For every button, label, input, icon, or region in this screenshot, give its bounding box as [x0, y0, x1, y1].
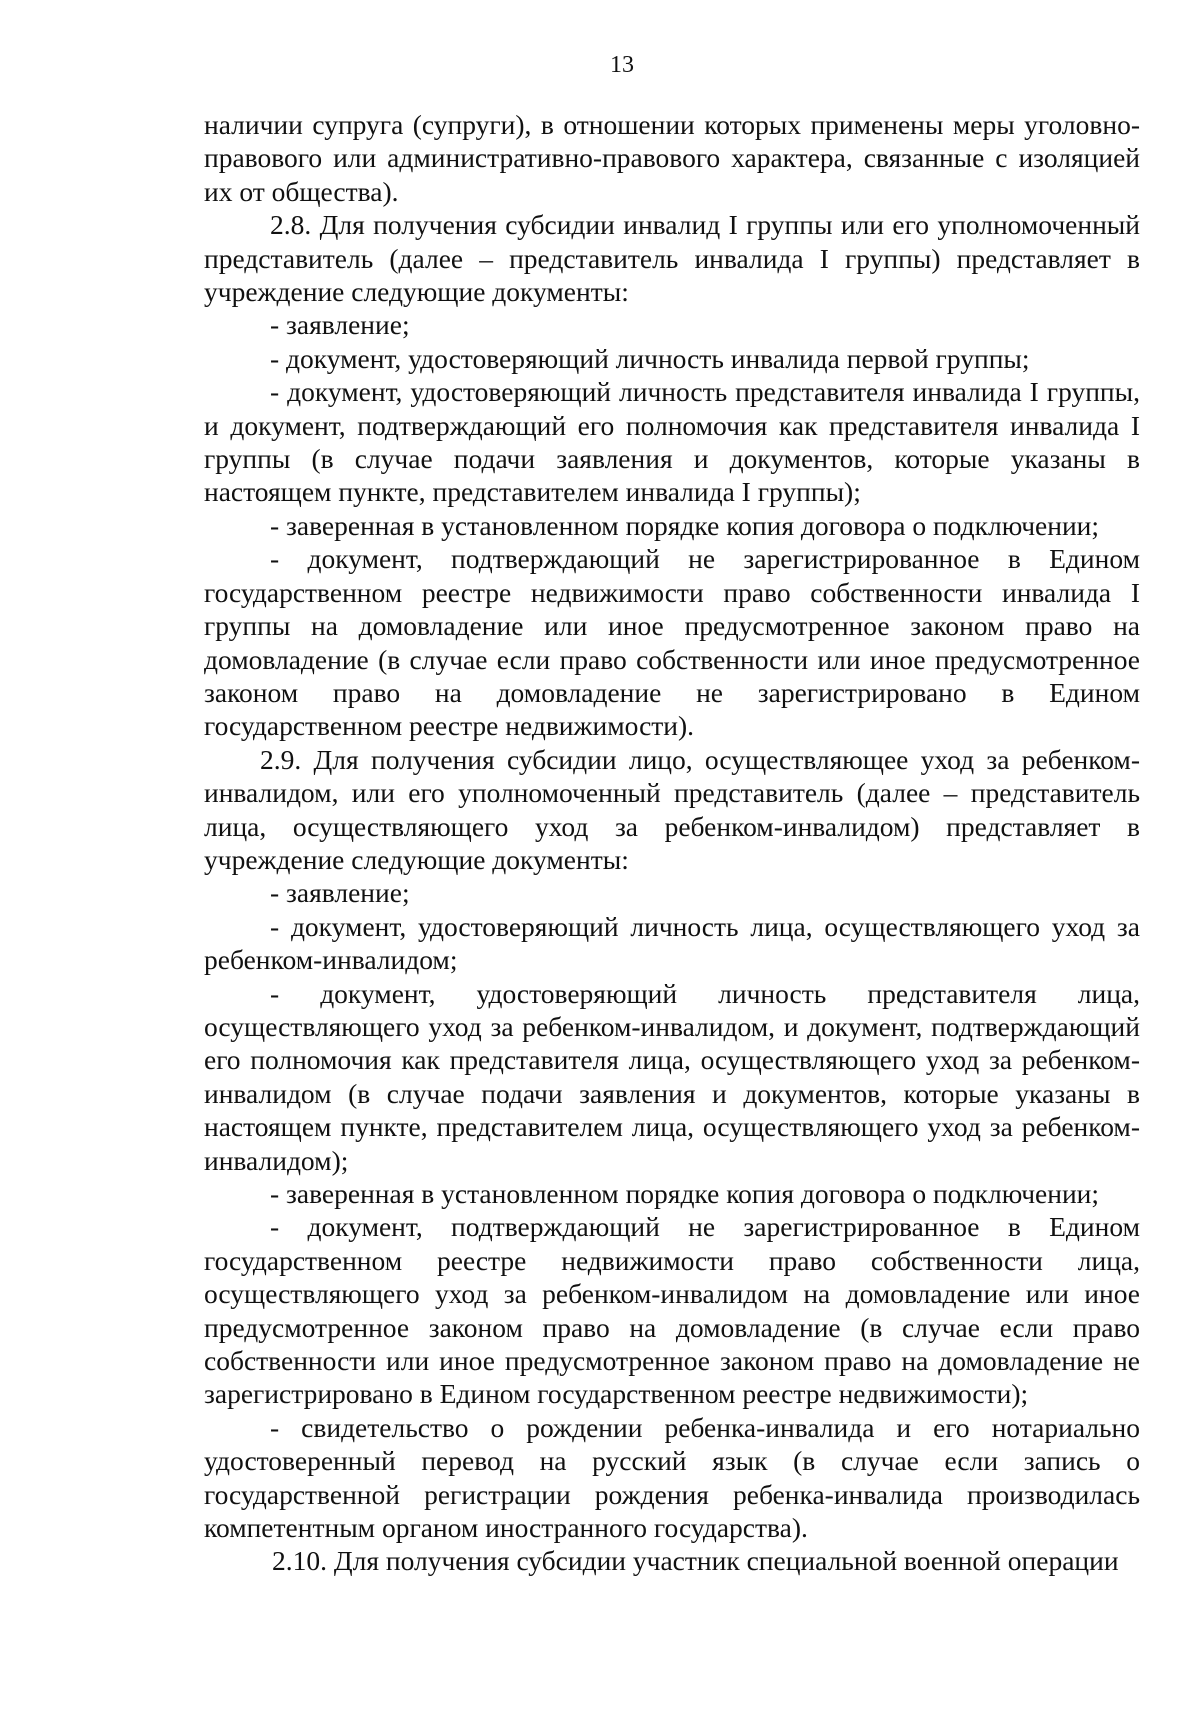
list-item-application: - заявление; — [270, 309, 410, 341]
paragraph-2-10: 2.10. Для получения субсидии участник специальной военной операции — [272, 1545, 1119, 1577]
list-item-contract-copy: - заверенная в установленном порядке копия договора о подключении; — [270, 509, 1100, 541]
list-item-contract-copy: - заверенная в установленном порядке копия договора о подключении; — [270, 1178, 1100, 1209]
list-item-application: - заявление; — [270, 877, 410, 909]
list-item-ownership-document: - документ, подтверждающий не зарегистрированное в Едином государственном реестре недвижимости право собственности лица, осуществляющего уход за ребенком-инвалидом на домовладение или иное предусмотренное законом право на домовладение (в случае если право собственности или иное предусмотренное законом право на домовладение не зарегистрировано в Едином государственном реестре недвижимости); — [204, 1211, 1140, 1410]
paragraph-2-8: 2.8. Для получения субсидии инвалид I группы или его уполномоченный представитель (далее – представитель инвалида I группы) представляет в учреждение следующие документы: — [204, 209, 1140, 308]
paragraph-continuation: наличии супруга (супруги), в отношении которых применены меры уголовно-правового или административно-правового характера, связанные с изоляцией их от общества). — [204, 109, 1140, 207]
list-item-identity-document: - документ, удостоверяющий личность лица, осуществляющего уход за ребенком-инвалидом; — [204, 910, 1140, 976]
list-item-representative-document: - документ, удостоверяющий личность представителя лица, осуществляющего уход за ребенком-инвалидом, и документ, подтверждающий его полномочия как представителя лица, осуществляющего уход за ребенком-инвалидом (в случае подачи заявления и документов, которые указаны в настоящем пункте, представителем лица, осуществляющего уход за ребенком-инвалидом); — [204, 977, 1140, 1176]
page-number: 13 — [610, 52, 634, 78]
list-item-representative-document: - документ, удостоверяющий личность представителя инвалида I группы, и документ, подтверждающий его полномочия как представителя инвалида I группы (в случае подачи заявления и документов, которые указаны в настоящем пункте, представителем инвалида I группы); — [204, 376, 1140, 508]
list-item-identity-document: - документ, удостоверяющий личность инвалида первой группы; — [270, 342, 1030, 374]
list-item-ownership-document: - документ, подтверждающий не зарегистрированное в Едином государственном реестре недвижимости право собственности инвалида I группы на домовладение или иное предусмотренное законом право на домовладение (в случае если право собственности или иное предусмотренное законом право на домовладение не зарегистрировано в Едином государственном реестре недвижимости). — [204, 543, 1140, 742]
paragraph-2-9: 2.9. Для получения субсидии лицо, осуществляющее уход за ребенком-инвалидом, или его уполномоченный представитель (далее – представитель лица, осуществляющего уход за ребенком-инвалидом) представляет в учреждение следующие документы: — [204, 743, 1140, 875]
list-item-birth-certificate: - свидетельство о рождении ребенка-инвалида и его нотариально удостоверенный перевод на русский язык (в случае если запись о государственной регистрации рождения ребенка-инвалида производилась компетентным органом иностранного государства). — [204, 1411, 1140, 1544]
document-body — [204, 108, 1140, 1578]
